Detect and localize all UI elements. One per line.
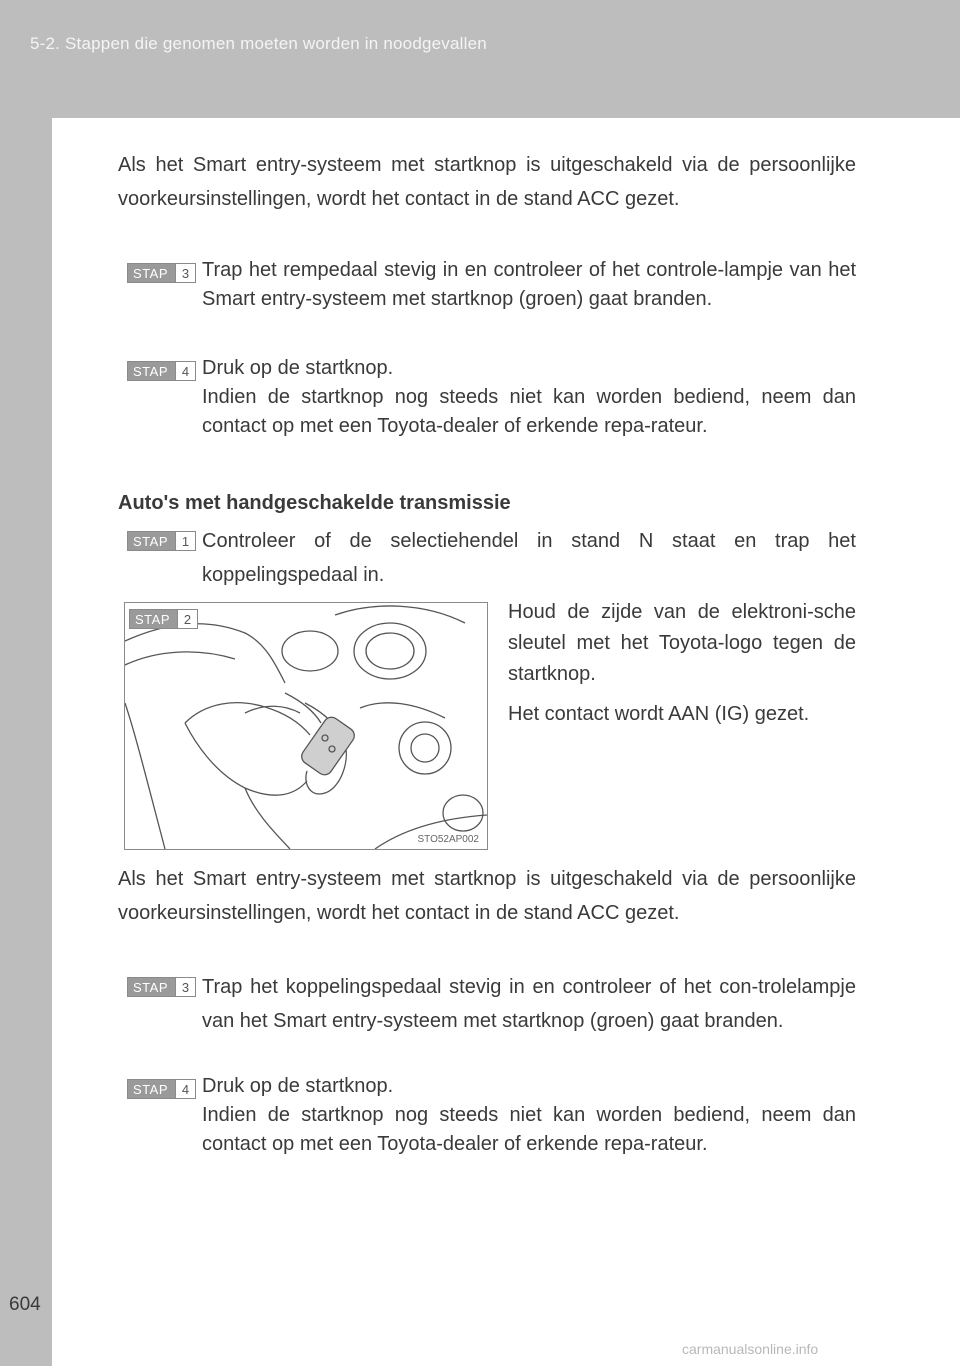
page-number: 604 [9, 1294, 41, 1315]
figure-caption: STO52AP002 [417, 834, 479, 845]
stap-number: 4 [175, 362, 195, 380]
stap-number: 3 [175, 978, 195, 996]
stap-badge: STAP 3 [127, 263, 196, 283]
step-b3 [118, 970, 856, 1038]
step-text: Trap het rempedaal stevig in en controleer of het controle-lampje van het Smart entry-systeem met startknop (groen) gaat branden. [202, 259, 856, 310]
step-a3 [118, 256, 856, 314]
step-1 [118, 524, 856, 592]
intro-paragraph-2: Als het Smart entry-systeem met startknop is uitgeschakeld via de persoonlijke voorkeursinstellingen, wordt het contact in de stand ACC gezet. [118, 868, 856, 924]
section-title: 5-2. Stappen die genomen moeten worden in noodgevallen [30, 34, 487, 53]
step-text: Trap het koppelingspedaal stevig in en controleer of het con-trolelampje van het Smart entry-systeem met startknop (groen) gaat branden. [202, 976, 856, 1032]
stap-number: 1 [175, 532, 195, 550]
intro-paragraph-1: Als het Smart entry-systeem met startknop is uitgeschakeld via de persoonlijke voorkeursinstellingen, wordt het contact in de stand ACC gezet. [118, 154, 856, 210]
subheading: Auto's met handgeschakelde transmissie [118, 492, 511, 514]
stap-badge: STAP 1 [127, 531, 196, 551]
stap-badge: STAP 3 [127, 977, 196, 997]
step-text: Druk op de startknop. [202, 357, 394, 379]
step-text: Controleer of de selectiehendel in stand N staat en trap het koppelingspedaal in. [202, 530, 856, 586]
step-a4 [118, 354, 856, 441]
step-2-text: Houd de zijde van de elektroni-sche sleutel met het Toyota-logo tegen de startknop. [508, 601, 856, 685]
header-band [0, 0, 960, 118]
stap-number: 4 [175, 1080, 195, 1098]
stap-badge-figure [129, 609, 198, 629]
stap-number: 3 [175, 264, 195, 282]
left-margin-band [0, 118, 52, 1366]
step-text-detail: Indien de startknop nog steeds niet kan worden bediend, neem dan contact op met een Toyota-dealer of erkende repa-rateur. [202, 1104, 856, 1155]
step-text-detail: Indien de startknop nog steeds niet kan worden bediend, neem dan contact op met een Toyota-dealer of erkende repa-rateur. [202, 386, 856, 437]
step-b4 [118, 1072, 856, 1159]
stap-number: 2 [177, 610, 197, 628]
hand-key-illustration [125, 603, 487, 849]
watermark: carmanualsonline.info [682, 1341, 819, 1357]
illustration-key-on-start-button [124, 602, 488, 850]
step-text: Druk op de startknop. [202, 1075, 394, 1097]
stap-badge: STAP 4 [127, 1079, 196, 1099]
stap-badge: STAP 4 [127, 361, 196, 381]
stap-badge: STAP 2 [129, 609, 198, 629]
step-2-result: Het contact wordt AAN (IG) gezet. [508, 703, 810, 725]
